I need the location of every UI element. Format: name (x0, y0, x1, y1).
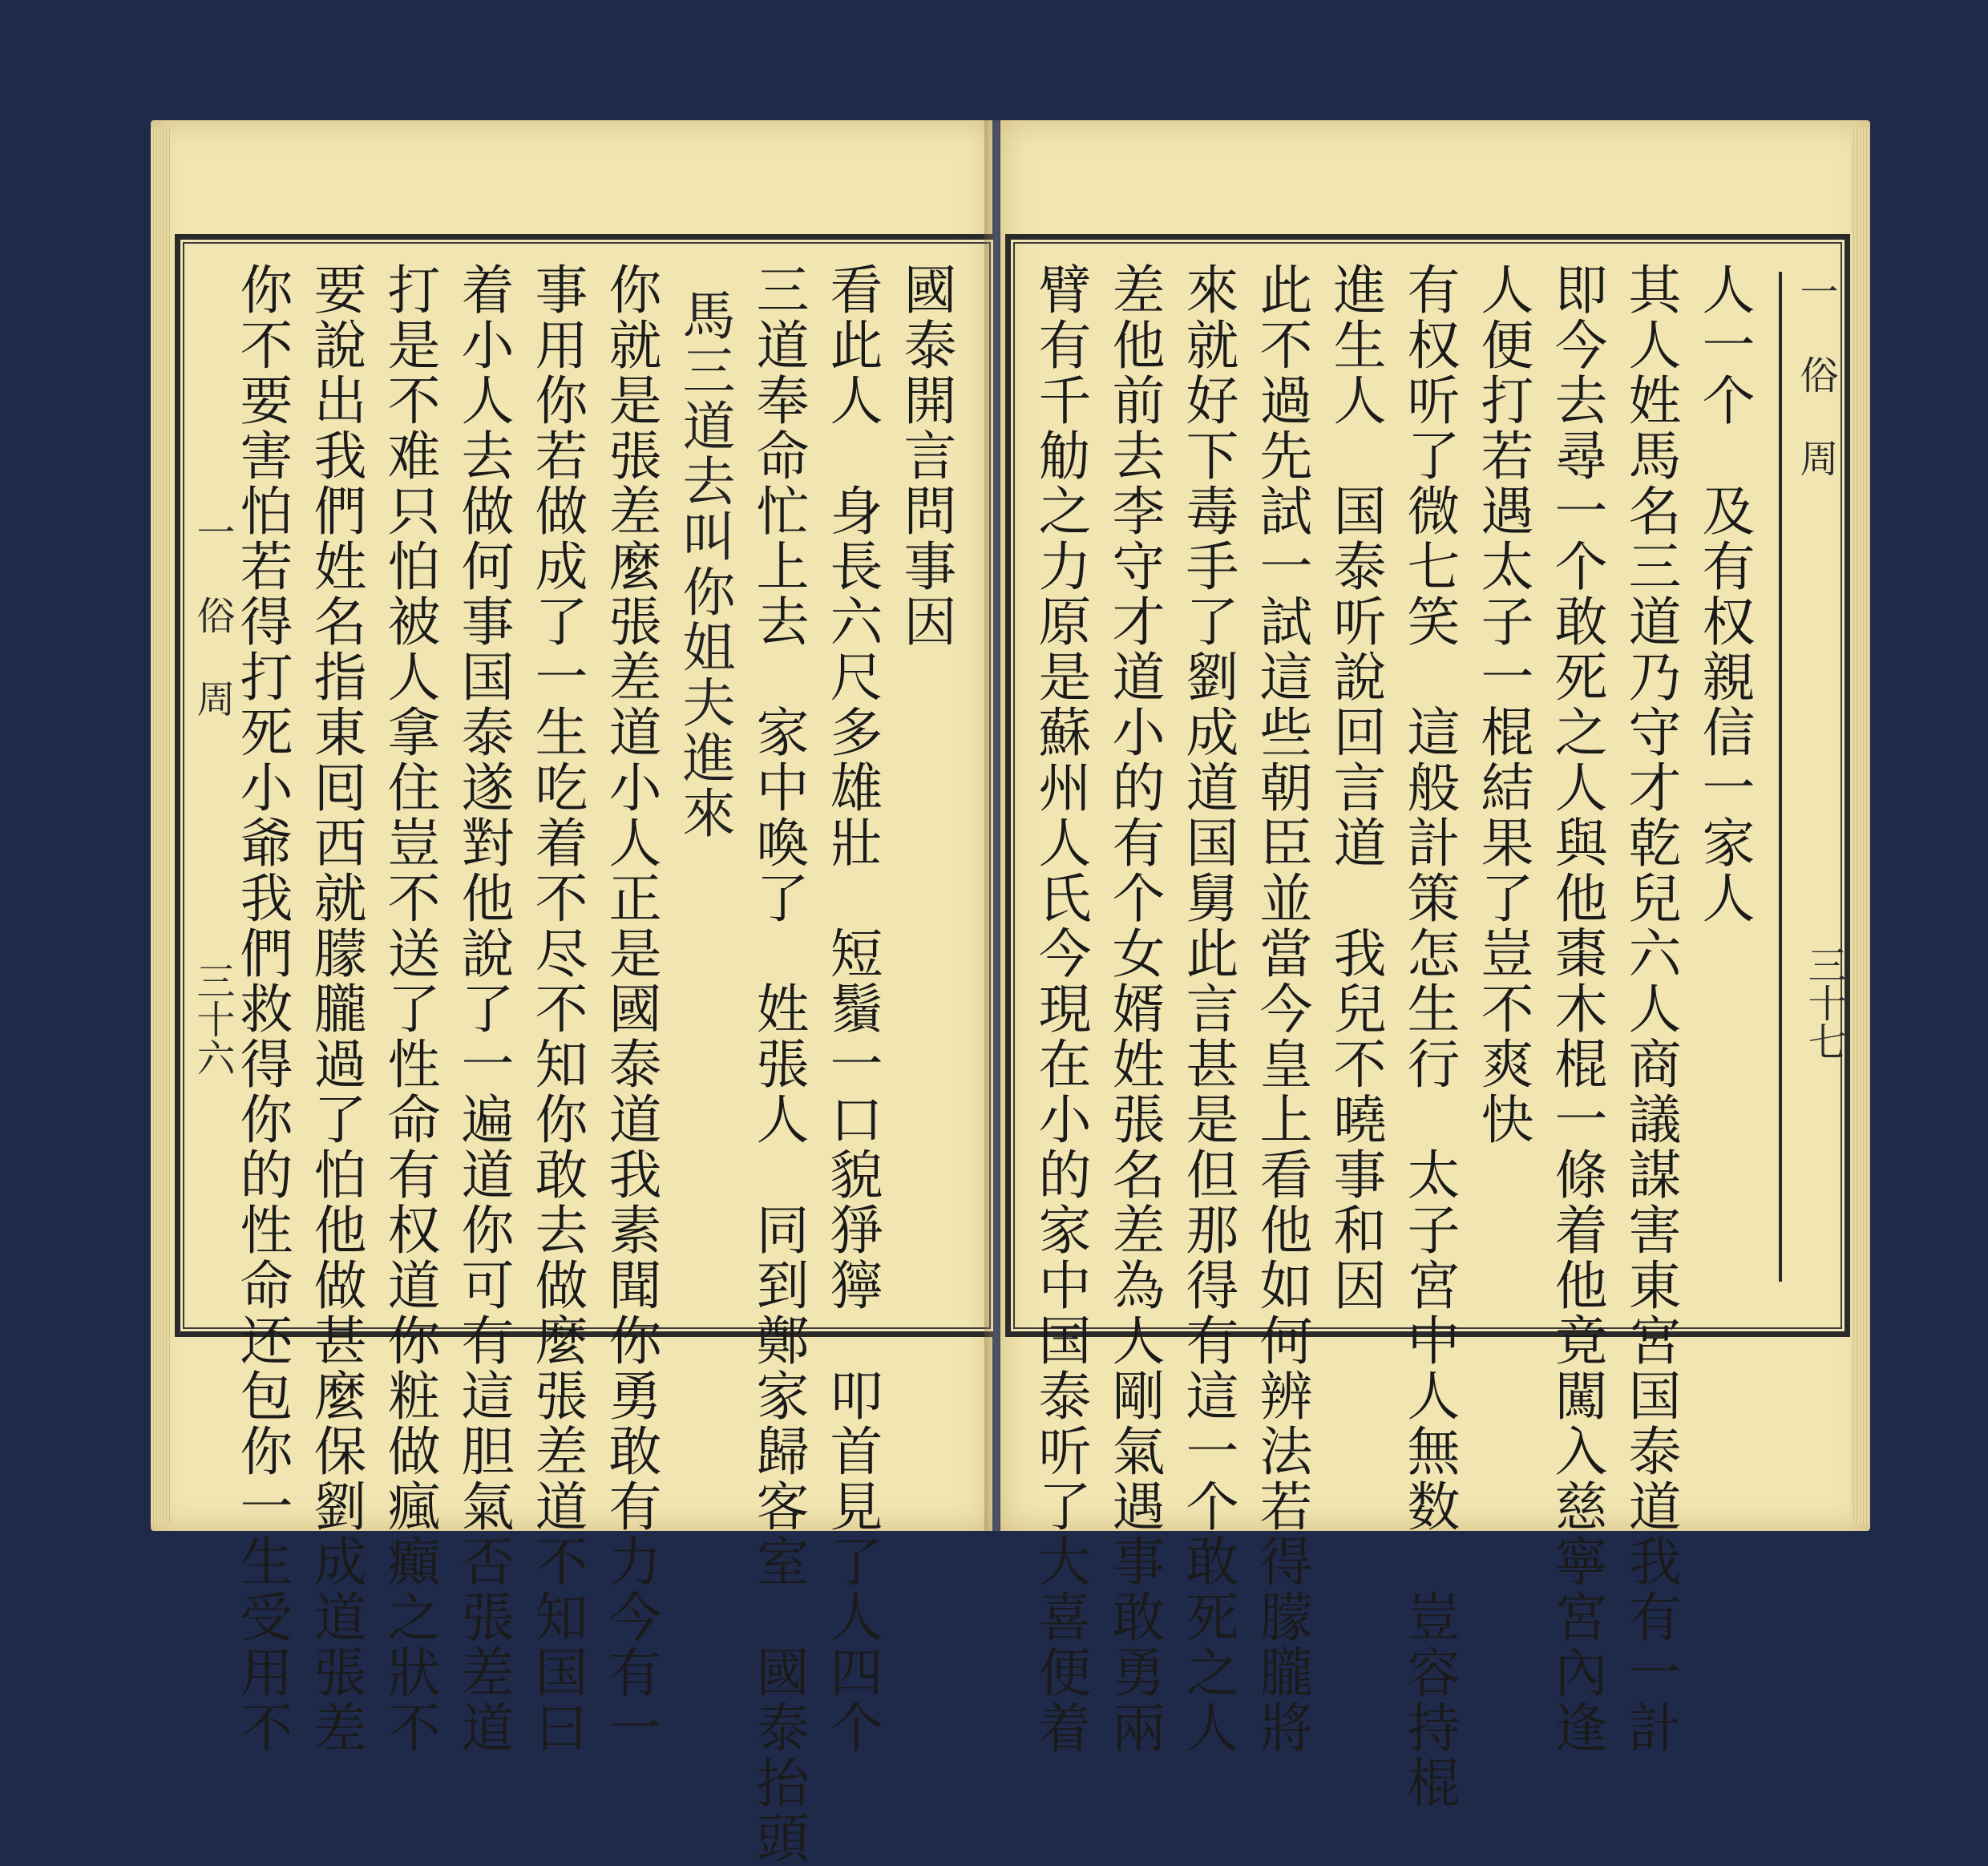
text-column: 你就是張差麼張差道小人正是國泰道我素聞你勇敢有力今有一 (600, 262, 661, 1755)
text-column: 你不要害怕若得打死小爺我們救得你的性命还包你一生受用不 (231, 262, 293, 1755)
text-column: 進生人 国泰听說回言道 我兒不曉事和因 (1324, 262, 1386, 1313)
page-edge (151, 128, 170, 1523)
text-column: 國泰開言問事因 (895, 262, 956, 649)
text-column: 事用你若做成了一生吃着不尽不知你敢去做麼張差道不知国曰 (526, 262, 588, 1755)
right-text-frame (1005, 234, 1850, 1811)
text-column: 着小人去做何事国泰遂對他說了一遍道你可有這胆氣否張差道 (452, 262, 514, 1755)
text-column: 有权听了微七笑 這般計策怎生行 太子宮中人無数 豈容持棍 (1398, 262, 1460, 1811)
left-margin-number: 三十六 (190, 961, 235, 1076)
right-margin-title: 一 俗 周 (1793, 272, 1838, 477)
left-margin-title: 一 俗 周 (190, 512, 235, 717)
text-column: 人一个 及有权親信一家人 (1693, 262, 1755, 926)
text-column: 人便打若遇太子一棍結果了豈不爽快 (1472, 262, 1533, 1147)
left-text-frame (175, 234, 993, 1866)
text-column: 三道奉命忙上去 家中喚了 姓張人 同到鄭家歸客室 國泰抬頭 (747, 262, 809, 1866)
text-column: 此不過先試一試這些朝臣並當今皇上看他如何辨法若得朦朧將 (1251, 262, 1312, 1755)
text-column: 要說出我們姓名指東囘西就朦朧過了怕他做甚麼保劉成道張差 (305, 262, 366, 1755)
page-edge (1851, 128, 1870, 1523)
right-margin-number: 三十七 (1801, 945, 1846, 1060)
left-page (151, 120, 992, 1866)
open-book (151, 120, 1874, 1866)
text-column: 其人姓馬名三道乃守才乾兒六人商議謀害東宮国泰道我有一計 (1619, 262, 1681, 1755)
text-column: 差他前去李守才道小的有个女婿姓張名差為人剛氣遇事敢勇兩 (1103, 262, 1165, 1755)
text-column: 臂有千觔之力原是蘇州人氏今現在小的家中国泰听了大喜便着 (1029, 262, 1091, 1755)
right-fold-block (1779, 272, 1844, 1282)
text-column: 來就好下毒手了劉成道国舅此言甚是但那得有這一个敢死之人 (1177, 262, 1238, 1755)
text-column: 即今去尋一个敢死之人與他棗木棍一條着他竟闖入慈寧宮內逢 (1546, 262, 1607, 1755)
text-column: 馬三道去叫你姐夫進來 (673, 288, 735, 841)
right-page (1000, 120, 1870, 1811)
text-column: 看此人 身長六尺多雄壯 短鬚一口貌猙獰 叩首見了人四个 (821, 262, 883, 1755)
text-column: 打是不难只怕被人拿住豈不送了性命有权道你粧做瘋癲之狀不 (378, 262, 440, 1755)
